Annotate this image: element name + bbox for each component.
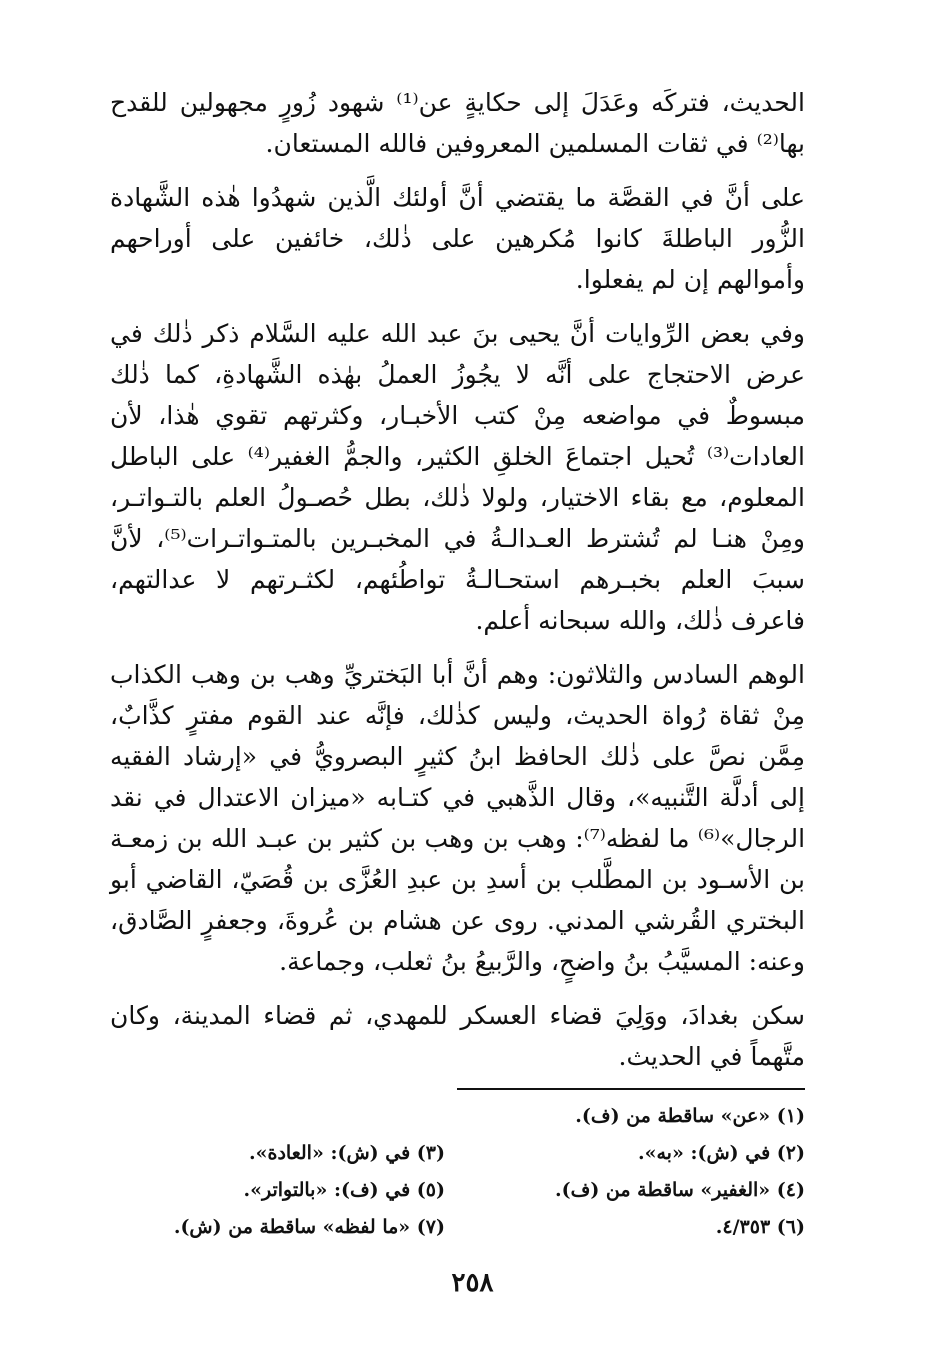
paragraph-4: الوهم السادس والثلاثون: وهم أنَّ أبا البَختريِّ وهب بن وهب الكذاب مِنْ ثقاة رُواة الحديث، وليس كذٰلك، فإنَّه عند القوم مفترٍ كذَّابٌ، مِمَّن نصَّ على ذٰلك الحافظ ابنُ كثيرٍ البصرويُّ في «إرشاد الفقيه إلى أدلَّة التَّنبيه»، وقال الذَّهبي في كتـابه «ميزان الاعتدال في نقد الرجال»⁽⁶⁾ ما لفظه⁽⁷⁾: وهب بن وهب بن كثير بن عبـد الله بن زمعـة بن الأسـود بن المطَّلب بن أسدِ بن عبدِ العُزَّى بن قُصَيّ، القاضي أبو البختري القُرشي المدني. روى عن هشام بن عُروةَ، وجعفرٍ الصَّادق، وعنه: المسيَّبُ بنُ واضحٍ، والرَّبيعُ بنُ ثعلب، وجماعة.	[110, 660, 806, 976]
paragraph-2: على أنَّ في القصَّة ما يقتضي أنَّ أولئك الَّذين شهدُوا هٰذه الشَّهادة الزُّور الباطلةَ كانوا مُكرهين على ذٰلك، خائفين على أوراحهم وأموالهم إن لم يفعلوا.	[110, 183, 805, 294]
paragraph-3: وفي بعض الرِّوايات أنَّ يحيى بنَ عبد الله عليه السَّلام ذكر ذٰلك في عرض الاحتجاج على أنَّه لا يجُوزُ العملُ بهٰذه الشَّهادةِ، كما ذٰلك مبسوطٌ في مواضعه مِنْ كتب الأخبـار، وكثرتهم تقوي هٰذا، لأن العادات⁽³⁾ تُحيل اجتماعَ الخلقِ الكثير، والجمُّ الغفير⁽⁴⁾ على الباطل المعلوم، مع بقاء الاختيار، ولولا ذٰلك، بطل حُصـولُ العلم بالتـواتـر، ومِنْ هنـا لم تُشترط العـدالـةُ في المخبـرين بالمتـواتـرات⁽⁵⁾، لأنَّ سببَ العلم بخبـرهم استحـالـةُ تواطُئهم، لكثـرتهم لا عدالتهم، فاعرف ذٰلك، والله سبحانه أعلم.	[110, 319, 805, 635]
footnote-2: (٢) في (ش): «به».	[638, 1142, 805, 1164]
paragraph-5: سكن بغدادَ، ووَلِيَ قضاء العسكر للمهدي، ثم قضاء المدينة، وكان متَّهماً في الحديث.	[110, 1001, 805, 1071]
page-number: ٢٥٨	[451, 1268, 494, 1298]
footnote-divider	[457, 1088, 805, 1090]
paragraph-1: الحديث، فتركَه وعَدَلَ إلى حكايةٍ عن⁽¹⁾ شهود زُورٍ مجهولين للقدح بها⁽²⁾ في ثقات المسلمين المعروفين فالله المستعان.	[110, 88, 805, 158]
footnote-6: (٦) ٤/٣٥٣.	[715, 1216, 805, 1238]
page-body	[110, 82, 805, 1090]
footnote-1: (١) «عن» ساقطة من (ف).	[575, 1105, 805, 1127]
footnote-spacer	[105, 1098, 445, 1135]
footnote-3: (٣) في (ش): «العادة».	[249, 1142, 445, 1164]
footnotes	[105, 1098, 805, 1246]
footnote-7: (٧) «ما لفظه» ساقطة من (ش).	[173, 1216, 445, 1238]
footnote-4: (٤) «الغفير» ساقطة من (ف).	[555, 1179, 805, 1201]
footnote-5: (٥) في (ف): «بالتواتر».	[243, 1179, 445, 1201]
